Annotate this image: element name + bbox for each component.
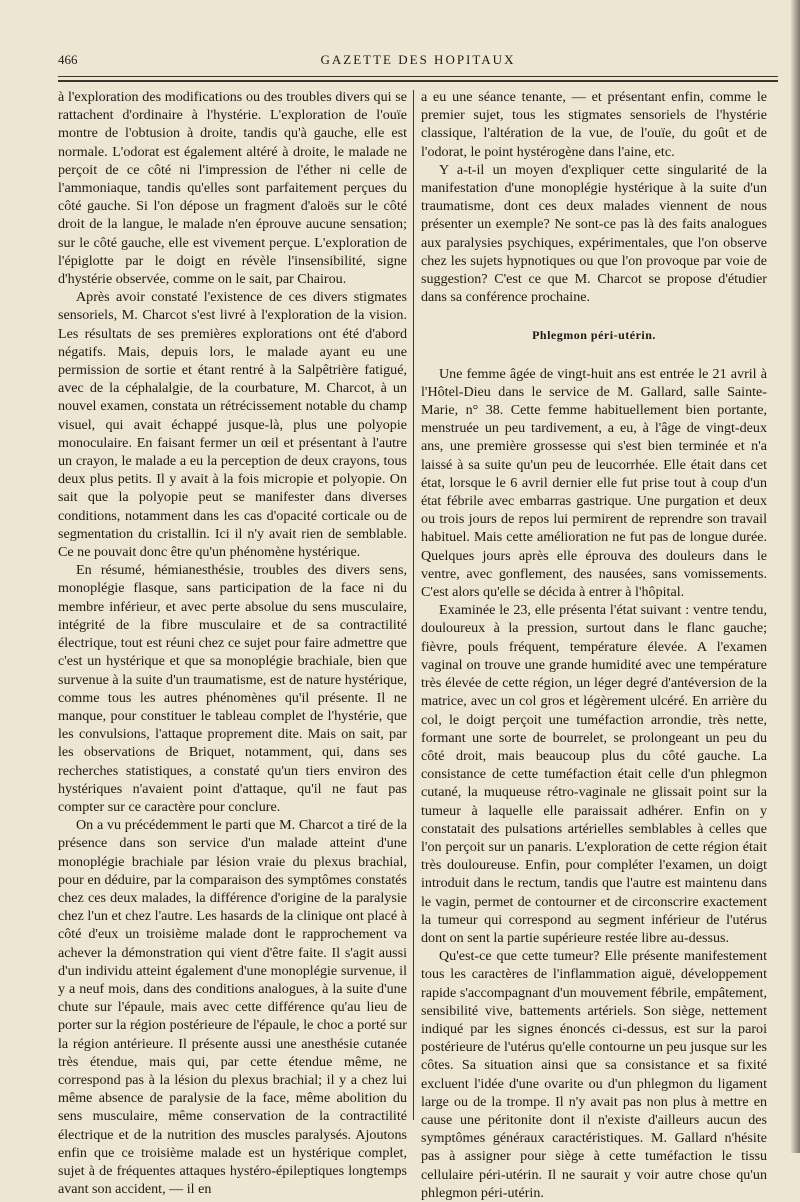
paragraph: On a vu précédemment le parti que M. Charcot a tiré de la présence dans son service d'un malade atteint d'une monoplégie brachiale par lésion vraie du plexus brachial, pour en déduire, par la comparaison des symptômes constatés chez ces deux malades, la différence d'origine de la paralysie chez l'un et chez l'autre. Les hasards de la clinique ont placé à côté d'eux un troisième malade dont le rapprochement va achever la démonstration qui vient d'être faite. Il s'agit aussi d'un individu atteint également d'une monoplégie survenue, il y a neuf mois, dans des conditions analogues, à la suite d'une chute sur l'épaule, mais avec cette différence qu'au lieu de porter sur la région postérieure de l'épaule, le choc a porté sur la région antérieure. Il présente aussi une anesthésie cutanée très étendue, mais qui, par cette étendue même, ne correspond pas à la lésion du plexus brachial; il y a chez lui même absence de paralysie de la face, même abolition du sens musculaire, même conservation de la contractilité électrique et de la nutrition des muscles paralysés. Ajoutons enfin que ce troisième malade est un hystérique complet, sujet à de fréquentes attaques hystéro-épileptiques longtemps avant son accident, — il en	[58, 817, 407, 1198]
page-header	[58, 50, 778, 72]
left-column	[58, 88, 407, 1198]
paragraph: Une femme âgée de vingt-huit ans est entrée le 21 avril à l'Hôtel-Dieu dans le service de M. Gallard, salle Sainte-Marie, n° 38. Cette femme habituellement bien portante, menstruée un peu tardivement, a eu, à l'âge de vingt-deux ans, une première grossesse qui s'est bien terminée et n'a laissé à sa suite qu'un peu de leucorrhée. Elle était dans cet état, lorsque le 6 avril dernier elle fut prise tout à coup d'un état fébrile avec embarras gastrique. Une purgation et deux ou trois jours de repos lui permirent de reprendre son travail habituel. Mais cette amélioration ne fut pas de longue durée. Quelques jours après elle éprouva des douleurs dans le ventre, avec gonflement, des nausées, sans vomissements. C'est alors qu'elle se décida à entrer à l'hôpital.	[421, 365, 767, 601]
paragraph: a eu une séance tenante, — et présentant enfin, comme le premier sujet, tous les stigmates sensoriels de l'hystérie classique, l'altération de la vue, de l'ouïe, du goût et de l'odorat, le point hystérogène dans l'aine, etc.	[421, 89, 767, 160]
header-rule-thick	[58, 80, 778, 82]
paragraph: Qu'est-ce que cette tumeur? Elle présente manifestement tous les caractères de l'inflammation aiguë, développement rapide s'accompagnant d'un mouvement fébrile, empâtement, sensibilité vive, battements artériels. Son siège, nettement indiqué par les signes énoncés ci-dessus, est sur la paroi postérieure de l'utérus qu'elle contourne un peu jusque sur les côtes. Sa situation ainsi que sa consistance et sa fixité excluent l'idée d'une ovarite ou d'un phlegmon du ligament large ou de la trompe. Il n'y avait pas non plus à mettre en cause une péritonite dont il n'existe d'ailleurs aucun des symptômes généraux caractéristiques. M. Gallard n'hésite pas à assigner pour siège à cette tuméfaction le tissu cellulaire péri-utérin. Il ne saurait y voir autre chose qu'un phlegmon péri-utérin.	[421, 948, 767, 1201]
paragraph: Après avoir constaté l'existence de ces divers stigmates sensoriels, M. Charcot s'est livré à l'exploration de la vision. Les résultats de ses premières explorations ont été d'abord négatifs. Mais, depuis lors, le malade ayant eu une permission de sortie et étant rentré à la Salpêtrière fatigué, avec de la céphalalgie, de la courbature, M. Charcot, à un nouvel examen, constata un rétrécissement notable du champ visuel, qui avait échappé jusque-là, plus une polyopie monoculaire. En faisant fermer un œil et présentant à l'autre un crayon, le malade a eu la perception de deux crayons, tous deux plus petits. Il y avait à la fois micropie et polyopie. On sait que la polyopie peut se manifester dans diverses conditions, notamment dans les cas d'opacité corticale ou de segmentation du cristallin. Ici il n'y avait rien de semblable. Ce ne pouvait donc être qu'un phénomène hystérique.	[58, 289, 407, 561]
page-edge-shadow	[790, 0, 800, 1153]
paragraph: En résumé, hémianesthésie, troubles des divers sens, monoplégie flasque, sans participation de la face ni du membre inférieur, et avec perte absolue du sens musculaire, intégrité de la fibre musculaire et de sa contractilité électrique, tout est réuni chez ce sujet pour faire admettre que c'est un hystérique et que sa monoplégie brachiale, bien que survenue à la suite d'un traumatisme, est de nature hystérique, comme tous les autres phénomènes qu'il présente. Il ne manque, pour constituer le tableau complet de l'hystérie, que les convulsions, l'attaque proprement dite. Mais on sait, par les observations de Briquet, notamment, qui, dans ses recherches statistiques, a constaté qu'un tiers environ des hystériques n'avaient point d'attaque, qu'il ne faut pas compter sur ce caractère pour conclure.	[58, 562, 407, 815]
column-divider	[413, 90, 414, 1120]
paragraph: Y a-t-il un moyen d'expliquer cette singularité de la manifestation d'une monoplégie hystérique à la suite d'un traumatisme, dont ces deux malades viennent de nous présenter un exemple? Ne sont-ce pas là des faits analogues aux paralysies psychiques, expérimentales, que l'on observe chez les sujets hypnotiques ou que l'on provoque par voie de suggestion? C'est ce que M. Charcot se propose d'étudier dans sa conférence prochaine.	[421, 161, 767, 306]
right-column	[421, 88, 767, 1202]
paragraph: à l'exploration des modifications ou des troubles divers qui se rattachent d'ordinaire à l'hystérie. L'exploration de l'ouïe montre de l'obtusion à droite, tandis qu'à gauche, elle est normale. L'odorat est également altéré à droite, le malade ne perçoit de ce côté ni l'impression de l'éther ni celle de l'ammoniaque, tandis qu'elles sont parfaitement perçues du côté gauche. Si l'on dépose un fragment d'aloës sur le côté droit de la langue, le malade n'en éprouve aucune sensation; sur le côté gauche, elle est vivement perçue. L'exploration de l'épiglotte par le doigt en révèle l'insensibilité, signe d'hystérie observée, comme on le sait, par Chairou.	[58, 89, 407, 288]
page-number: 466	[58, 52, 78, 67]
paragraph: Examinée le 23, elle présenta l'état suivant : ventre tendu, douloureux à la pression, surtout dans le flanc gauche; fièvre, pouls fréquent, température élevée. A l'examen vaginal on trouve une grande humidité avec une température très élevée de cette région, un léger degré d'antéversion de la matrice, avec un col gros et légèrement ulcéré. En arrière du col, le doigt perçoit une tuméfaction arrondie, très nette, formant une sorte de bourrelet, se prolongeant un peu du côté droit, mais beaucoup plus du côté gauche. La consistance de cette tuméfaction était celle d'un phlegmon cutané, la muqueuse rétro-vaginale ne glissait point sur la tumeur à laquelle elle paraissait adhérer. Enfin on y constatait des pulsations artérielles semblables à celles que l'on perçoit sur un panaris. L'exploration de cette région était très douloureuse. Enfin, pour compléter l'examen, un doigt introduit dans le rectum, tandis que l'autre est maintenu dans le vagin, permet de contourner et de circonscrire exactement la tumeur qui correspond au segment inférieur de l'utérus dont on sent la partie supérieure restée libre au-dessus.	[421, 602, 767, 946]
running-title: GAZETTE DES HOPITAUX	[320, 52, 516, 67]
header-rule	[58, 76, 778, 77]
section-title: Phlegmon péri-utérin.	[532, 328, 656, 343]
